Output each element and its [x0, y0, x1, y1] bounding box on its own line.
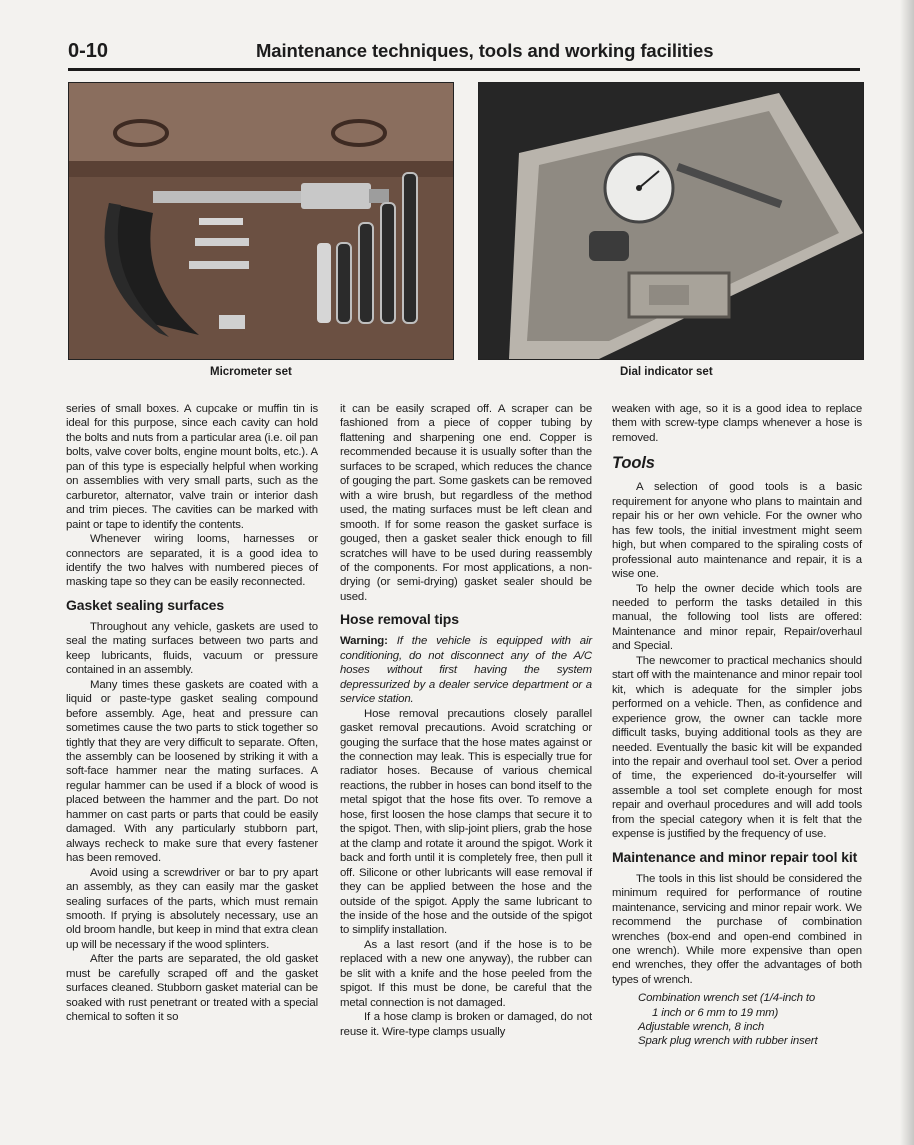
page-number: 0-10: [68, 40, 109, 62]
tool-list: [638, 991, 862, 1048]
paragraph: it can be easily scraped off. A scraper can be fashioned from a piece of copper tubing by flattening and sharpening one end. Copper is recommended because it is usually softer than the surfaces to be scraped, which reduces the chance of gouging the part. Some gaskets can be removed with a wire brush, but regardless of the method used, the mating surfaces must be left clean and smooth. If for some reason the gasket surface is gouged, then a gasket sealer thick enough to fill scratches will have to be used during reassembly of the components. For most applications, a non-drying (or semi-drying) gasket sealer should be used.: [340, 403, 592, 603]
text-column-2: [340, 402, 592, 1039]
paragraph: As a last resort (and if the hose is to be replaced with a new one anyway), the rubber can be slit with a knife and the hose peeled from the spigot. If this must be done, be careful that the metal connection is not damaged.: [340, 938, 592, 1009]
warning-label: Warning:: [340, 635, 388, 648]
section-heading-hose: Hose removal tips: [340, 611, 459, 628]
paragraph: Whenever wiring looms, harnesses or connectors are separated, it is a good idea to identify the two halves with numbered pieces of masking tape so they can be easily reconnected.: [66, 533, 318, 589]
paragraph: A selection of good tools is a basic requirement for anyone who plans to maintain and repair his or her own vehicle. For the owner who has few tools, the initial investment might seem high, but when compared to the spiraling costs of professional auto maintenance and repair, it is a wise one.: [612, 481, 862, 581]
paragraph: weaken with age, so it is a good idea to replace them with screw-type clamps whenever a hose is removed.: [612, 403, 862, 444]
paragraph: To help the owner decide which tools are needed to perform the tasks detailed in this manual, the following tool lists are offered: Maintenance and minor repair, Repair/overhaul and Special.: [612, 582, 862, 653]
list-item: 1 inch or 6 mm to 19 mm): [652, 1006, 779, 1019]
paragraph: The newcomer to practical mechanics should start off with the maintenance and minor repair tool kit, which is adequate for the simpler jobs performed on a vehicle. Then, as confidence and experience grow, the owner can tackle more difficult tasks, buying additional tools as they are needed. Eventually the basic kit will be expanded into the repair and overhaul tool set. Over a period of time, the experienced do-it-yourselfer will assemble a tool set complete enough for most repair and overhaul procedures and will add tools from the special category when it is felt that the expense is justified by the frequency of use.: [612, 654, 862, 841]
paragraph: The tools in this list should be considered the minimum required for performance of routine maintenance, servicing and minor repair work. We recommend the purchase of combination wrenches (box-end and open-end combined in one wrench). While more expensive than open end wrenches, they offer the advantages of both types of wrench.: [612, 872, 862, 986]
text-column-1: [66, 402, 318, 1025]
page-header: [68, 40, 860, 68]
paragraph: Hose removal precautions closely parallel gasket removal precautions. Avoid scratching or gouging the surface that the hose mates against or the connection may leak. This is especially true for radiator hoses. Because of various chemical reactions, the rubber in hoses can bond itself to the metal spigot that the hose fits over. To remove a hose, first loosen the hose clamps that secure it to the spigot. Then, with slip-joint pliers, grab the hose at the clamp and rotate it around the spigot. Work it back and forth until it is completely free, then pull it off. Silicone or other lubricants will ease removal if they can be applied between the hose and the outside of the spigot. Apply the same lubricant to the inside of the hose and the outside of the spigot to simplify installation.: [340, 707, 592, 937]
warning-text: If the vehicle is equipped with air conditioning, do not disconnect any of the A/C hoses without first having the system depressurized by a dealer service department or a service station.: [340, 635, 592, 706]
paragraph: If a hose clamp is broken or damaged, do not reuse it. Wire-type clamps usually: [340, 1011, 592, 1038]
header-rule: [68, 68, 860, 71]
list-item: Adjustable wrench, 8 inch: [638, 1020, 765, 1033]
paragraph: series of small boxes. A cupcake or muffin tin is ideal for this purpose, since each cavity can hold the bolts and nuts from a particular area (i.e. oil pan bolts, valve cover bolts, engine mount bolts, etc.). A pan of this type is especially helpful when working on assemblies with very small parts, such as the carburetor, alternator, valve train or interior dash and trim pieces. The cavities can be marked with paint or tape to identify the contents.: [66, 403, 318, 531]
section-heading-kit: Maintenance and minor repair tool kit: [612, 848, 858, 865]
page-title: Maintenance techniques, tools and working facilities: [256, 40, 714, 61]
dial-indicator-set-photo: [478, 82, 864, 360]
warning-paragraph: [340, 634, 592, 706]
paragraph: Throughout any vehicle, gaskets are used to seal the mating surfaces between two parts and keep lubricants, fluids, vacuum or pressure contained in an assembly.: [66, 620, 318, 677]
page-edge-shadow: [900, 0, 914, 1145]
section-heading-tools: Tools: [612, 454, 655, 473]
list-item: Spark plug wrench with rubber insert: [638, 1034, 818, 1047]
paragraph: After the parts are separated, the old gasket must be carefully scraped off and the gasket surfaces cleaned. Stubborn gasket material can be soaked with rust penetrant or treated with a special chemical to soften it so: [66, 953, 318, 1024]
list-item: Combination wrench set (1/4-inch to: [638, 992, 816, 1005]
paragraph: Avoid using a screwdriver or bar to pry apart an assembly, as they can easily mar the gasket sealing surfaces of the parts, which must remain smooth. If prying is absolutely necessary, use an old broom handle, but keep in mind that extra clean up will be necessary if the wood splinters.: [66, 866, 318, 951]
micrometer-set-photo: [68, 82, 454, 360]
micrometer-set-caption: Micrometer set: [210, 366, 292, 378]
dial-indicator-set-caption: Dial indicator set: [620, 366, 713, 378]
text-column-3: [612, 402, 862, 1048]
section-heading-gasket: Gasket sealing surfaces: [66, 596, 225, 613]
paragraph: Many times these gaskets are coated with a liquid or paste-type gasket sealing compound before assembly. Age, heat and pressure can sometimes cause the two parts to stick together so tightly that they are very difficult to separate. Often, the assembly can be loosened by striking it with a soft-face hammer near the mating surfaces. A regular hammer can be used if a block of wood is placed between the hammer and the part. Do not hammer on cast parts or parts that could be easily damaged. With any particularly stubborn part, always recheck to make sure that every fastener has been removed.: [66, 678, 318, 865]
